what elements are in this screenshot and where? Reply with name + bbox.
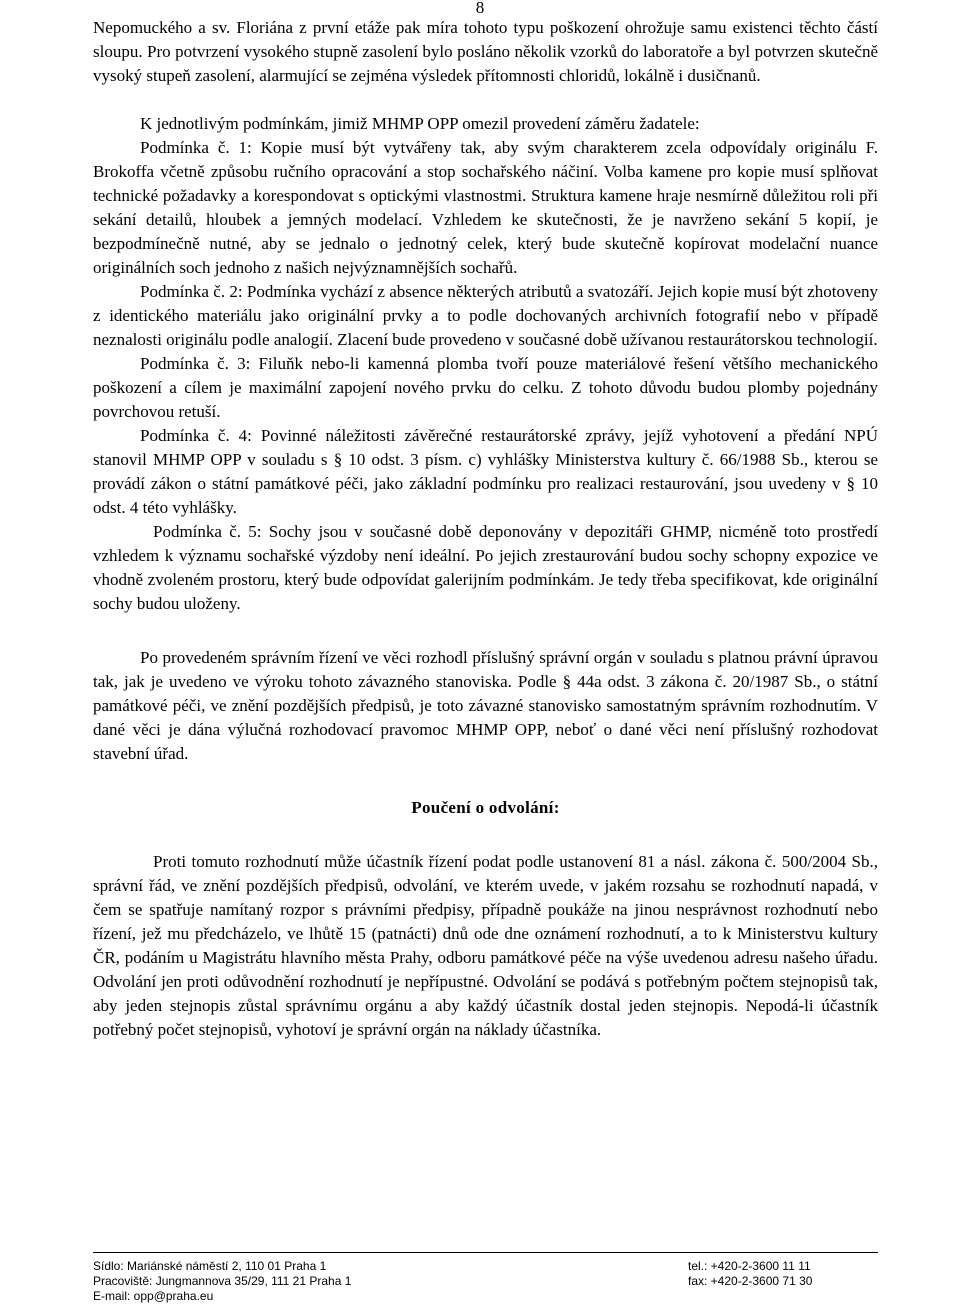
letterhead-footer — [93, 1252, 878, 1304]
footer-email: E-mail: opp@praha.eu — [93, 1289, 214, 1303]
paragraph-salt-damage: Nepomuckého a sv. Floriána z první etáže pak míra tohoto typu poškození ohrožuje samu existenci těchto částí sloupu. Pro potvrzení vysokého stupně zasolení bylo posláno několik vzorků do laboratoře a byl potvrzen skutečně vysoký stupeň zasolení, alarmující se zejména výsledek přítomnosti chloridů, lokálně i dusičnanů. — [93, 18, 878, 85]
paragraph-condition-4: Podmínka č. 4: Povinné náležitosti závěrečné restaurátorské zprávy, jejíž vyhotovení a předání NPÚ stanovil MHMP OPP v souladu s § 10 odst. 3 písm. c) vyhlášky Ministerstva kultury č. 66/1988 Sb., kterou se provádí zákon o státní památkové péči, jako základní podmínku pro realizaci restaurování, jsou uvedeny v § 10 odst. 4 této vyhlášky. — [93, 426, 878, 517]
paragraph-decision: Po provedeném správním řízení ve věci rozhodl příslušný správní orgán v souladu s platnou právní úpravou tak, jak je uvedeno ve výroku tohoto závazného stanoviska. Podle § 44a odst. 3 zákona č. 20/1987 Sb., o státní památkové péči, ve znění pozdějších předpisů, je toto závazné stanovisko samostatným správním rozhodnutím. V dané věci je dána výlučná rozhodovací pravomoc MHMP OPP, neboť o dané věci není příslušný rozhodovat stavební úřad. — [93, 648, 878, 763]
footer-row-2 — [93, 1274, 878, 1289]
footer-address: Sídlo: Mariánské náměstí 2, 110 01 Praha 1 — [93, 1259, 327, 1273]
footer-fax: fax: +420-2-3600 71 30 — [688, 1274, 813, 1288]
footer-phone: tel.: +420-2-3600 11 11 — [688, 1259, 811, 1273]
footer-workplace: Pracoviště: Jungmannova 35/29, 111 21 Praha 1 — [93, 1274, 352, 1288]
paragraph-condition-2: Podmínka č. 2: Podmínka vychází z absence některých atributů a svatozáří. Jejich kopie musí být zhotoveny z identického materiálu jako originální prvky a to podle dochovaných archivních fotografií nebo v případě neznalosti originálu podle analogií. Zlacení bude provedeno v současné době užívanou restaurátorskou technologií. — [93, 282, 878, 349]
appeal-heading: Poučení o odvolání: — [411, 798, 560, 817]
footer-row-3 — [93, 1289, 878, 1304]
document-body — [93, 16, 878, 1042]
paragraph-appeal-instructions: Proti tomuto rozhodnutí může účastník řízení podat podle ustanovení 81 a násl. zákona č. 500/2004 Sb., správní řád, ve znění pozdějších předpisů, odvolání, ve kterém uvede, v jakém rozsahu se rozhodnutí napadá, v čem se spatřuje namítaný rozpor s právními předpisy, případně poukáže na jinou nesprávnost rozhodnutí nebo řízení, jež mu předcházelo, ve lhůtě 15 (patnácti) dnů ode dne oznámení rozhodnutí, a to k Ministerstvu kultury ČR, podáním u Magistrátu hlavního města Prahy, odboru památkové péče na výše uvedenou adresu našeho úřadu. Odvolání jen proti odůvodnění rozhodnutí je nepřípustné. Odvolání se podává s potřebným počtem stejnopisů tak, aby jeden stejnopis zůstal správnímu orgánu a aby každý účastník dostal jeden stejnopis. Nepodá-li účastník potřebný počet stejnopisů, vyhotoví je správní orgán na náklady účastníka. — [93, 852, 878, 1039]
footer-row-1 — [93, 1259, 878, 1274]
paragraph-condition-5: Podmínka č. 5: Sochy jsou v současné době deponovány v depozitáři GHMP, nicméně toto prostředí vzhledem k významu sochařské výzdoby není ideální. Po jejich zrestaurování budou sochy schopny expozice ve vhodně zvoleném prostoru, který bude odpovídat galerijním podmínkám. Je tedy třeba specifikovat, kde originální sochy budou uloženy. — [93, 522, 878, 613]
paragraph-conditions-intro: K jednotlivým podmínkám, jimiž MHMP OPP omezil provedení záměru žadatele: — [140, 114, 700, 133]
paragraph-condition-3: Podmínka č. 3: Filuňk nebo-li kamenná plomba tvoří pouze materiálové řešení většího mechanického poškození a cílem je maximální zapojení nového prvku do celku. Z tohoto důvodu budou plomby pojednány povrchovou retuší. — [93, 354, 878, 421]
paragraph-condition-1: Podmínka č. 1: Kopie musí být vytvářeny tak, aby svým charakterem zcela odpovídaly originálu F. Brokoffa včetně způsobu ručního opracování a stop sochařského náčiní. Volba kamene pro kopie musí splňovat technické požadavky a korespondovat s optickými vlastnostmi. Struktura kamene hraje nesmírně důležitou roli při sekání detailů, hloubek a jemných modelací. Vzhledem ke skutečnosti, že je navrženo sekání 5 kopií, je bezpodmínečně nutné, aby se jednalo o jednotný celek, který bude skutečně kopírovat modelační nuance originálních soch jednoho z našich nejvýznamnějších sochařů. — [93, 138, 878, 277]
page-number: 8 — [475, 0, 485, 17]
